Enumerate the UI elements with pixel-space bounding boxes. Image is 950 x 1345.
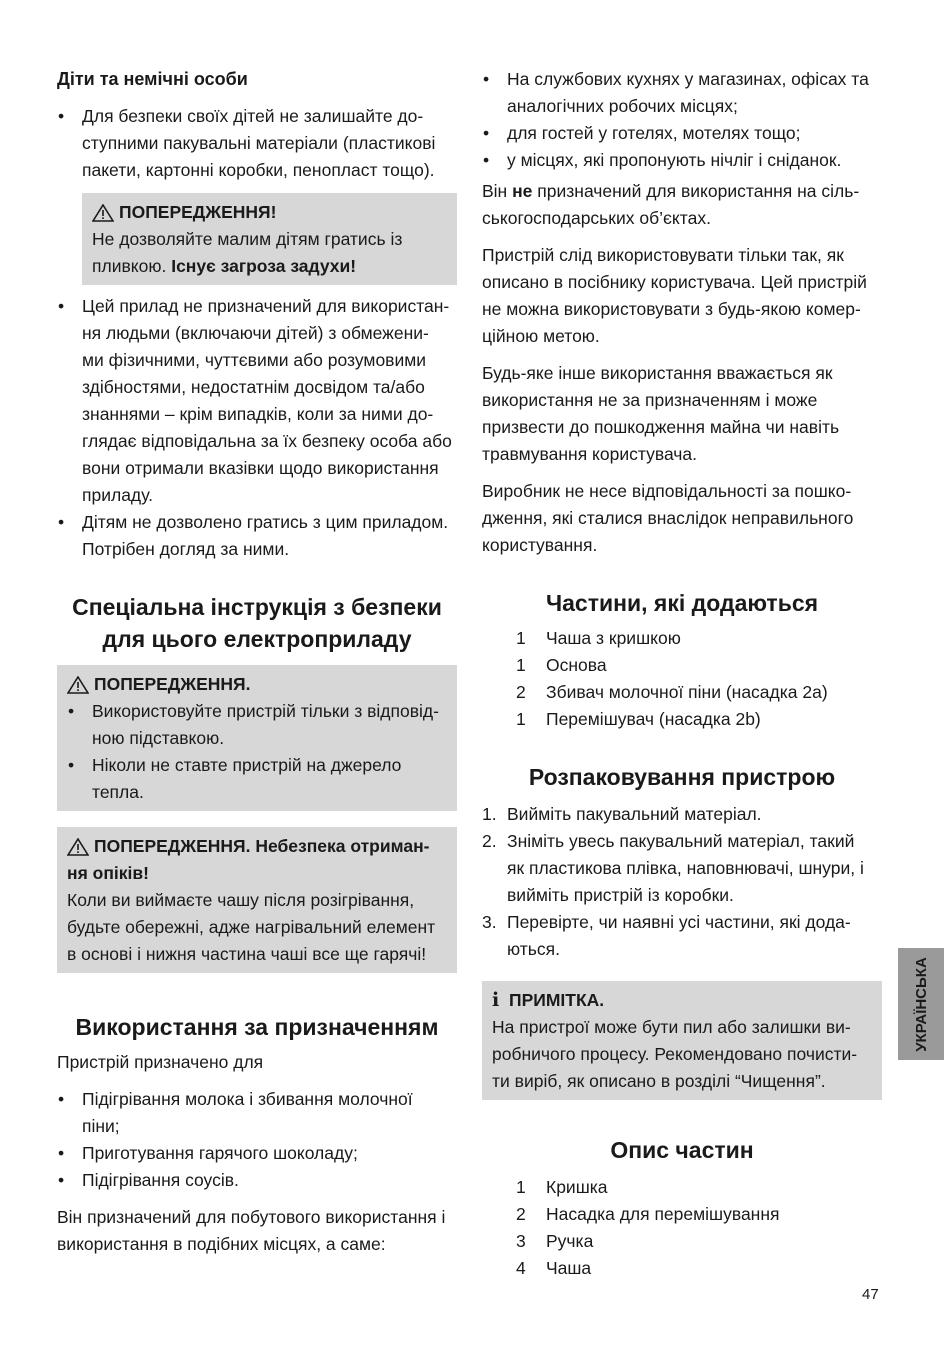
supplied-item: 1 Основа <box>516 655 607 675</box>
supplied-item: 1 Чаша з кришкою <box>516 628 681 648</box>
warning-triangle-icon <box>67 838 89 856</box>
intended-list <box>57 1086 457 1194</box>
part-item: 2 Насадка для перемішування <box>516 1204 780 1224</box>
warning-box-base <box>57 665 457 811</box>
place-item: • На службових кухнях у магазинах, офісах та аналогічних робочих місцях; <box>482 66 882 120</box>
bullet-no-play: • Дітям не дозволено гратись з цим приладом. Потрібен догляд за ними. <box>57 509 457 563</box>
warning-text: Не дозволяйте малим дітям гратись із пливкою. Існує загроза задухи! <box>92 229 403 276</box>
unpacking-steps <box>482 801 882 963</box>
part-item: 3 Ручка <box>516 1231 594 1251</box>
children-bullet-list <box>57 103 457 184</box>
right-column <box>482 66 882 1282</box>
intended-intro: Пристрій призначено для <box>57 1052 264 1072</box>
parts-description-heading: Опис частин <box>610 1137 754 1163</box>
warning-item-heat: • Ніколи не ставте пристрій на джерело тепла. <box>67 752 447 806</box>
use-paragraph: Пристрій слід використовувати тільки так, як описано в посібнику користувача. Цей пристрій не можна використовувати з будь-якою комер- ційною метою. <box>482 245 867 346</box>
intended-item: • Приготування гарячого шоколаду; <box>57 1140 457 1167</box>
note-box <box>482 981 882 1100</box>
places-list <box>482 66 882 174</box>
warning-text: Коли ви виймаєте чашу після розігрівання, будьте обережні, адже нагрівальний елемент в основі і нижня частина чаші все ще гарячі! <box>67 890 436 964</box>
warning-item-stand: • Використовуйте пристрій тільки з відповід- ною підставкою. <box>67 698 447 752</box>
warning-title: ПОПЕРЕДЖЕННЯ. Небезпека отриман- <box>94 836 430 856</box>
warning-box-burns <box>57 827 457 973</box>
unpack-step: 3. Перевірте, чи наявні усі частини, які дода- ються. <box>482 912 851 959</box>
special-safety-heading: Спеціальна інструкція з безпеки для цього електроприладу <box>72 594 442 652</box>
not-agricultural-paragraph: Він не призначений для використання на сіль- ськогосподарських об’єктах. <box>482 181 860 228</box>
parts-list <box>482 1174 882 1282</box>
supplied-item: 2 Збивач молочної піни (насадка 2a) <box>516 682 828 702</box>
bullet-limited-abilities: • Цей прилад не призначений для використан- ня людьми (включаючи дітей) з обмежени- ми фізичними, чуттєвими або розумовими здібностями, недостатнім досвідом та/або знаннями – крім випадків, коли за ними до- глядає відповідальна за їх безпеку особа або вони отримали вказівки щодо використання приладу. <box>57 293 457 509</box>
note-text: На пристрої може бути пил або залишки ви- робничого процесу. Рекомендовано почисти- ти виріб, як описано в розділі “Чищення”. <box>492 1017 858 1091</box>
part-item: 4 Чаша <box>516 1258 592 1278</box>
unpack-step: 1. Вийміть пакувальний матеріал. <box>482 804 762 824</box>
other-use-paragraph: Будь-яке інше використання вважається як використання не за призначенням і може призвести до пошкодження майна чи навіть травмування користувача. <box>482 363 840 464</box>
page-number: 47 <box>862 1286 879 1303</box>
left-column <box>57 66 457 1258</box>
intended-item: • Підігрівання молока і збивання молочної піни; <box>57 1086 457 1140</box>
warning-title: ПОПЕРЕДЖЕННЯ! <box>119 202 277 222</box>
supplied-parts-heading: Частини, які додаються <box>545 590 819 616</box>
warning-triangle-icon <box>67 676 89 694</box>
language-tab: УКРАЇНСЬКА <box>898 948 944 1060</box>
children-bullet-list-2 <box>57 293 457 563</box>
bullet-packaging: • Для безпеки своїх дітей не залишайте до- ступними пакувальні матеріали (пластикові пакети, картонні коробки, пенопласт тощо). <box>57 103 457 184</box>
info-icon: i <box>492 989 500 1011</box>
warning-title-cont: ня опіків! <box>67 863 149 883</box>
intended-item: • Підігрівання соусів. <box>57 1167 457 1194</box>
place-item: • у місцях, які пропонують нічліг і сніданок. <box>482 147 882 174</box>
children-heading: Діти та немічні особи <box>57 69 248 89</box>
note-title: ПРИМІТКА. <box>509 990 605 1010</box>
household-paragraph: Він призначений для побутового використання і використання в подібних місцях, а саме: <box>57 1207 446 1254</box>
unpack-step: 2. Зніміть увесь пакувальний матеріал, такий як пластикова плівка, наповнювачі, шнури, і вийміть пристрій із коробки. <box>482 831 864 905</box>
warning-box-suffocation <box>82 193 457 285</box>
warning-triangle-icon <box>92 204 114 222</box>
place-item: • для гостей у готелях, мотелях тощо; <box>482 120 882 147</box>
supplied-item: 1 Перемішувач (насадка 2b) <box>516 709 761 729</box>
unpacking-heading: Розпаковування пристрою <box>528 764 836 790</box>
supplied-parts-list <box>482 625 882 733</box>
warning-title: ПОПЕРЕДЖЕННЯ. <box>94 674 251 694</box>
liability-paragraph: Виробник не несе відповідальності за пошко- дження, які сталися внаслідок неправильного користування. <box>482 481 854 555</box>
part-item: 1 Кришка <box>516 1177 608 1197</box>
intended-use-heading: Використання за призначенням <box>75 1014 439 1040</box>
